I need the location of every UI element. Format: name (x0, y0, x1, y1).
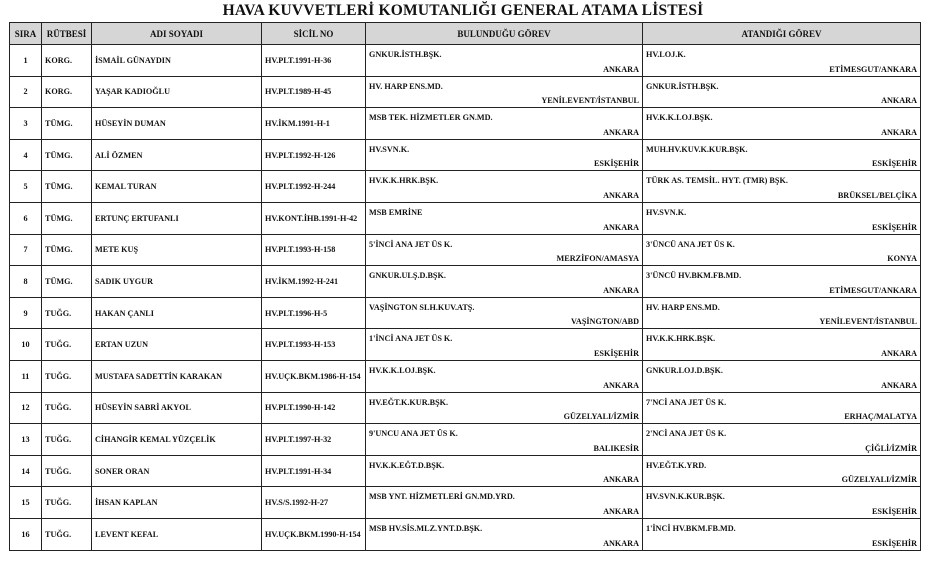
current-location: ANKARA (603, 64, 639, 74)
current-location: ANKARA (603, 222, 639, 232)
current-unit: HV. HARP ENS.MD. (369, 81, 443, 91)
sicil-cell: HV.PLT.1991-H-36 (262, 45, 366, 77)
row-number: 4 (10, 139, 42, 171)
assigned-location: GÜZELYALI/İZMİR (841, 475, 917, 485)
name-cell: HÜSEYİN SABRİ AKYOL (92, 392, 262, 424)
rank-cell: TÜMG. (42, 108, 92, 140)
current-unit: MSB EMRİNE (369, 207, 423, 217)
current-unit: MSB YNT. HİZMETLERİ GN.MD.YRD. (369, 492, 515, 502)
table-row (10, 392, 921, 424)
assigned-location: ETİMESGUT/ANKARA (829, 285, 917, 295)
current-location: BALIKESİR (593, 443, 639, 453)
row-number: 3 (10, 108, 42, 140)
header-current-duty: BULUNDUĞU GÖREV (366, 23, 643, 45)
assigned-unit: 2'NCİ ANA JET ÜS K. (646, 429, 727, 439)
rank-cell: KORG. (42, 45, 92, 77)
current-location: VAŞİNGTON/ABD (571, 317, 639, 327)
assigned-unit: HV.EĞT.K.YRD. (646, 460, 707, 470)
current-location: ANKARA (603, 127, 639, 137)
row-number: 13 (10, 424, 42, 456)
header-sicil: SİCİL NO (262, 23, 366, 45)
current-duty-cell (366, 455, 643, 487)
assigned-duty-cell (643, 45, 921, 77)
assigned-unit: TÜRK AS. TEMSİL. HYT. (TMR) BŞK. (646, 176, 788, 186)
assigned-duty-cell (643, 234, 921, 266)
table-row (10, 329, 921, 361)
current-duty-cell (366, 297, 643, 329)
table-row (10, 76, 921, 108)
assigned-unit: GNKUR.İSTH.BŞK. (646, 81, 719, 91)
row-number: 5 (10, 171, 42, 203)
rank-cell: TUĞG. (42, 392, 92, 424)
table-row (10, 108, 921, 140)
current-duty-cell (366, 108, 643, 140)
current-unit: GNKUR.ULŞ.D.BŞK. (369, 271, 446, 281)
rank-cell: TUĞG. (42, 297, 92, 329)
rank-cell: TUĞG. (42, 487, 92, 519)
page-title: HAVA KUVVETLERİ KOMUTANLIĞI GENERAL ATAMA LİSTESİ (222, 2, 704, 19)
current-unit: MSB HV.SİS.MLZ.YNT.D.BŞK. (369, 523, 483, 533)
name-cell: HAKAN ÇANLI (92, 297, 262, 329)
assigned-location: ÇİĞLİ/İZMİR (865, 443, 917, 453)
current-location: GÜZELYALI/İZMİR (563, 412, 639, 422)
current-unit: 9'UNCU ANA JET ÜS K. (369, 429, 458, 439)
current-duty-cell (366, 139, 643, 171)
table-row (10, 171, 921, 203)
assigned-unit: 7'NCİ ANA JET ÜS K. (646, 397, 727, 407)
row-number: 6 (10, 202, 42, 234)
assigned-unit: 3'ÜNCÜ HV.BKM.FB.MD. (646, 271, 742, 281)
current-unit: HV.SVN.K. (369, 144, 410, 154)
name-cell: KEMAL TURAN (92, 171, 262, 203)
current-duty-cell (366, 76, 643, 108)
sicil-cell: HV.PLT.1993-H-153 (262, 329, 366, 361)
name-cell: SONER ORAN (92, 455, 262, 487)
sicil-cell: HV.UÇK.BKM.1990-H-154 (262, 518, 366, 550)
header-rank: RÜTBESİ (42, 23, 92, 45)
sicil-cell: HV.PLT.1996-H-5 (262, 297, 366, 329)
assigned-location: ESKİŞEHİR (871, 506, 917, 516)
current-unit: VAŞİNGTON SLH.KUV.ATŞ. (369, 302, 475, 312)
rank-cell: TUĞG. (42, 518, 92, 550)
row-number: 11 (10, 360, 42, 392)
assigned-location: ETİMESGUT/ANKARA (829, 64, 917, 74)
table-row (10, 297, 921, 329)
rank-cell: TUĞG. (42, 424, 92, 456)
sicil-cell: HV.PLT.1993-H-158 (262, 234, 366, 266)
table-header-row (10, 23, 921, 45)
assigned-duty-cell (643, 76, 921, 108)
current-unit: GNKUR.İSTH.BŞK. (369, 50, 442, 59)
assigned-duty-cell (643, 455, 921, 487)
row-number: 2 (10, 76, 42, 108)
current-location: ANKARA (603, 190, 639, 200)
row-number: 9 (10, 297, 42, 329)
header-no: SIRA (10, 23, 42, 45)
current-duty-cell (366, 266, 643, 298)
name-cell: METE KUŞ (92, 234, 262, 266)
row-number: 15 (10, 487, 42, 519)
sicil-cell: HV.PLT.1992-H-244 (262, 171, 366, 203)
sicil-cell: HV.İKM.1991-H-1 (262, 108, 366, 140)
current-duty-cell (366, 424, 643, 456)
assigned-location: ANKARA (881, 96, 917, 106)
assigned-location: ANKARA (881, 127, 917, 137)
name-cell: HÜSEYİN DUMAN (92, 108, 262, 140)
current-duty-cell (366, 487, 643, 519)
current-unit: 5'İNCİ ANA JET ÜS K. (369, 239, 453, 249)
row-number: 1 (10, 45, 42, 77)
current-duty-cell (366, 234, 643, 266)
assigned-unit: HV.K.K.HRK.BŞK. (646, 334, 716, 344)
assigned-location: ESKİŞEHİR (871, 222, 917, 232)
sicil-cell: HV.PLT.1990-H-142 (262, 392, 366, 424)
rank-cell: TÜMG. (42, 234, 92, 266)
current-location: ANKARA (603, 285, 639, 295)
rank-cell: TÜMG. (42, 171, 92, 203)
table-row (10, 202, 921, 234)
row-number: 14 (10, 455, 42, 487)
current-unit: HV.K.K.LOJ.BŞK. (369, 365, 436, 375)
table-row (10, 487, 921, 519)
current-duty-cell (366, 171, 643, 203)
current-location: ANKARA (603, 538, 639, 548)
assigned-unit: HV.K.K.LOJ.BŞK. (646, 113, 713, 123)
assigned-unit: MUH.HV.KUV.K.KUR.BŞK. (646, 144, 748, 154)
sicil-cell: HV.UÇK.BKM.1986-H-154 (262, 360, 366, 392)
assigned-location: ANKARA (881, 380, 917, 390)
rank-cell: KORG. (42, 76, 92, 108)
name-cell: SADIK UYGUR (92, 266, 262, 298)
assigned-duty-cell (643, 297, 921, 329)
assigned-location: ESKİŞEHİR (871, 159, 917, 169)
current-location: MERZİFON/AMASYA (556, 254, 639, 264)
current-unit: HV.K.K.HRK.BŞK. (369, 176, 439, 186)
assigned-duty-cell (643, 108, 921, 140)
assigned-unit: GNKUR.LOJ.D.BŞK. (646, 365, 723, 375)
current-unit: 1'İNCİ ANA JET ÜS K. (369, 334, 453, 344)
current-unit: HV.EĞT.K.KUR.BŞK. (369, 397, 449, 407)
name-cell: MUSTAFA SADETTİN KARAKAN (92, 360, 262, 392)
table-row (10, 45, 921, 77)
row-number: 16 (10, 518, 42, 550)
rank-cell: TUĞG. (42, 455, 92, 487)
assigned-unit: HV.SVN.K.KUR.BŞK. (646, 492, 725, 502)
rank-cell: TUĞG. (42, 360, 92, 392)
current-duty-cell (366, 45, 643, 77)
row-number: 8 (10, 266, 42, 298)
current-duty-cell (366, 329, 643, 361)
current-location: ANKARA (603, 475, 639, 485)
assignment-table (9, 22, 921, 551)
assigned-duty-cell (643, 266, 921, 298)
sicil-cell: HV.PLT.1992-H-126 (262, 139, 366, 171)
name-cell: LEVENT KEFAL (92, 518, 262, 550)
table-row (10, 360, 921, 392)
assigned-duty-cell (643, 424, 921, 456)
table-row (10, 424, 921, 456)
assigned-duty-cell (643, 518, 921, 550)
current-duty-cell (366, 392, 643, 424)
row-number: 12 (10, 392, 42, 424)
assigned-duty-cell (643, 202, 921, 234)
current-location: ESKİŞEHİR (593, 348, 639, 358)
rank-cell: TÜMG. (42, 139, 92, 171)
current-duty-cell (366, 518, 643, 550)
row-number: 7 (10, 234, 42, 266)
table-row (10, 139, 921, 171)
assigned-location: BRÜKSEL/BELÇİKA (837, 190, 917, 200)
assigned-unit: HV. HARP ENS.MD. (646, 302, 720, 312)
table-row (10, 455, 921, 487)
assigned-location: YENİLEVENT/İSTANBUL (819, 317, 917, 327)
current-location: ANKARA (603, 380, 639, 390)
sicil-cell: HV.S/S.1992-H-27 (262, 487, 366, 519)
current-duty-cell (366, 360, 643, 392)
sicil-cell: HV.İKM.1992-H-241 (262, 266, 366, 298)
name-cell: İSMAİL GÜNAYDIN (92, 45, 262, 77)
table-row (10, 266, 921, 298)
current-location: ESKİŞEHİR (593, 159, 639, 169)
current-location: ANKARA (603, 506, 639, 516)
header-name: ADI SOYADI (92, 23, 262, 45)
assigned-duty-cell (643, 487, 921, 519)
current-duty-cell (366, 202, 643, 234)
assigned-duty-cell (643, 360, 921, 392)
rank-cell: TÜMG. (42, 202, 92, 234)
assigned-location: ESKİŞEHİR (871, 538, 917, 548)
table-row (10, 518, 921, 550)
name-cell: ALİ ÖZMEN (92, 139, 262, 171)
name-cell: CİHANGİR KEMAL YÜZÇELİK (92, 424, 262, 456)
header-assigned-duty: ATANDIĞI GÖREV (643, 23, 921, 45)
rank-cell: TÜMG. (42, 266, 92, 298)
sicil-cell: HV.PLT.1997-H-32 (262, 424, 366, 456)
assigned-unit: 3'ÜNCÜ ANA JET ÜS K. (646, 239, 735, 249)
name-cell: YAŞAR KADIOĞLU (92, 76, 262, 108)
sicil-cell: HV.PLT.1991-H-34 (262, 455, 366, 487)
current-location: YENİLEVENT/İSTANBUL (541, 96, 639, 106)
assigned-duty-cell (643, 171, 921, 203)
name-cell: İHSAN KAPLAN (92, 487, 262, 519)
row-number: 10 (10, 329, 42, 361)
assigned-unit: HV.SVN.K. (646, 207, 687, 217)
current-unit: MSB TEK. HİZMETLER GN.MD. (369, 113, 493, 123)
assigned-duty-cell (643, 392, 921, 424)
sicil-cell: HV.KONT.İHB.1991-H-42 (262, 202, 366, 234)
assigned-unit: 1'İNCİ HV.BKM.FB.MD. (646, 523, 736, 533)
assigned-location: ERHAÇ/MALATYA (844, 412, 917, 422)
assigned-duty-cell (643, 329, 921, 361)
assigned-duty-cell (643, 139, 921, 171)
assigned-unit: HV.LOJ.K. (646, 50, 686, 59)
table-row (10, 234, 921, 266)
name-cell: ERTAN UZUN (92, 329, 262, 361)
assigned-location: ANKARA (881, 348, 917, 358)
assigned-location: KONYA (887, 254, 917, 264)
rank-cell: TUĞG. (42, 329, 92, 361)
sicil-cell: HV.PLT.1989-H-45 (262, 76, 366, 108)
current-unit: HV.K.K.EĞT.D.BŞK. (369, 460, 445, 470)
name-cell: ERTUNÇ ERTUFANLI (92, 202, 262, 234)
